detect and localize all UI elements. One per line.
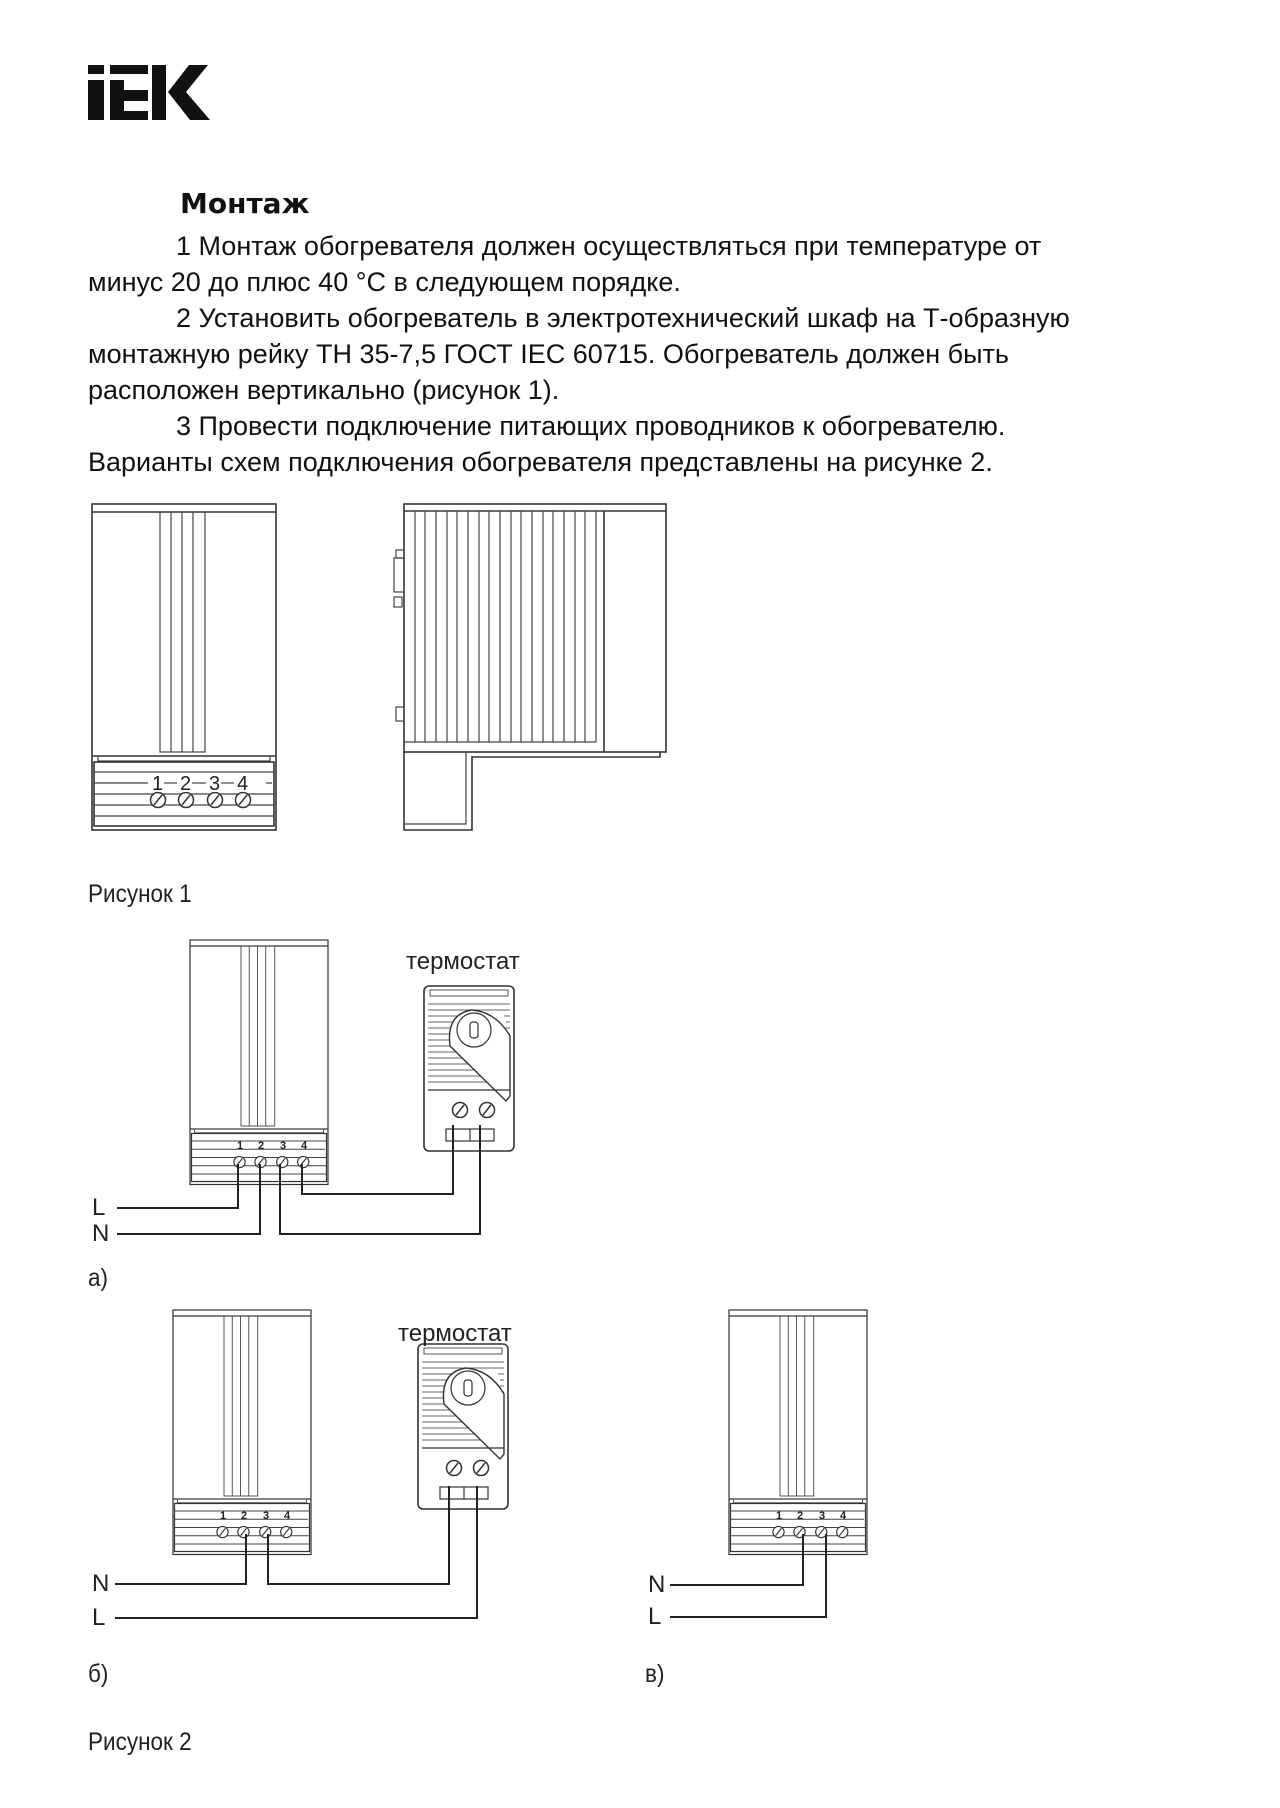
figure2a-label: а) [88, 1264, 109, 1292]
section-title: Монтаж [180, 187, 310, 220]
figure2a-terminal-3: 3 [280, 1140, 287, 1152]
figure2b-label: б) [88, 1660, 109, 1688]
paragraph-3-line-1: 3 Провести подключение питающих проводников к обогревателю. [176, 411, 1006, 441]
figure1-caption: Рисунок 1 [88, 880, 192, 908]
figure1-heater-side [394, 504, 666, 830]
paragraph-3-line-2: Варианты схем подключения обогревателя представлены на рисунке 2. [88, 447, 993, 477]
figure2a-terminal-labels [237, 1140, 308, 1152]
figure2c-terminal-4: 4 [840, 1510, 847, 1522]
figure2-caption: Рисунок 2 [88, 1728, 192, 1756]
figure2c-wire-2-label: L [648, 1603, 662, 1630]
figure2c-terminal-3: 3 [819, 1510, 826, 1522]
paragraph-2-line-1: 2 Установить обогреватель в электротехнический шкаф на Т-образную [176, 303, 1070, 333]
figure2b-terminal-2: 2 [241, 1510, 248, 1522]
figure2b-terminal-4: 4 [284, 1510, 291, 1522]
figure2a-terminal-1: 1 [237, 1140, 244, 1152]
figure2c-wire-1-label: N [648, 1571, 666, 1598]
figure2c-terminal-1: 1 [776, 1510, 783, 1522]
figure2a-wire-1-label: L [92, 1194, 106, 1221]
figure2c-wiring [670, 1534, 826, 1617]
figure2c-terminal-labels [776, 1510, 847, 1522]
figure2a-thermostat [424, 986, 514, 1151]
figure2b-thermostat-label: термостат [398, 1320, 512, 1347]
figure2b-terminal-labels [220, 1510, 291, 1522]
figure1-terminal-2: 2 [180, 773, 192, 795]
paragraph-1-line-2: минус 20 до плюс 40 °C в следующем порядке. [88, 267, 681, 297]
figure2c-label: в) [645, 1660, 665, 1688]
figure1-terminal-3: 3 [209, 773, 221, 795]
figure1-heater-front [92, 504, 276, 830]
figure2a-thermostat-label: термостат [406, 948, 520, 975]
figure2a-terminal-2: 2 [258, 1140, 265, 1152]
figure1-terminal-4: 4 [237, 773, 249, 795]
figure2b-terminal-1: 1 [220, 1510, 227, 1522]
figure2b-thermostat [418, 1344, 508, 1509]
figure2c-terminal-2: 2 [797, 1510, 804, 1522]
paragraph-2-line-3: расположен вертикально (рисунок 1). [88, 375, 560, 405]
figure2a-terminal-4: 4 [301, 1140, 308, 1152]
paragraph-1-line-1: 1 Монтаж обогревателя должен осуществляться при температуре от [176, 231, 1042, 261]
figure1-terminal-1: 1 [152, 773, 164, 795]
paragraph-2-line-2: монтажную рейку ТН 35-7,5 ГОСТ IEC 60715. Обогреватель должен быть [88, 339, 1009, 369]
figure2b-wire-1-label: N [92, 1570, 110, 1597]
figure2b-wire-2-label: L [92, 1604, 106, 1631]
figure2a-wire-2-label: N [92, 1220, 110, 1247]
figure2b-terminal-3: 3 [263, 1510, 270, 1522]
